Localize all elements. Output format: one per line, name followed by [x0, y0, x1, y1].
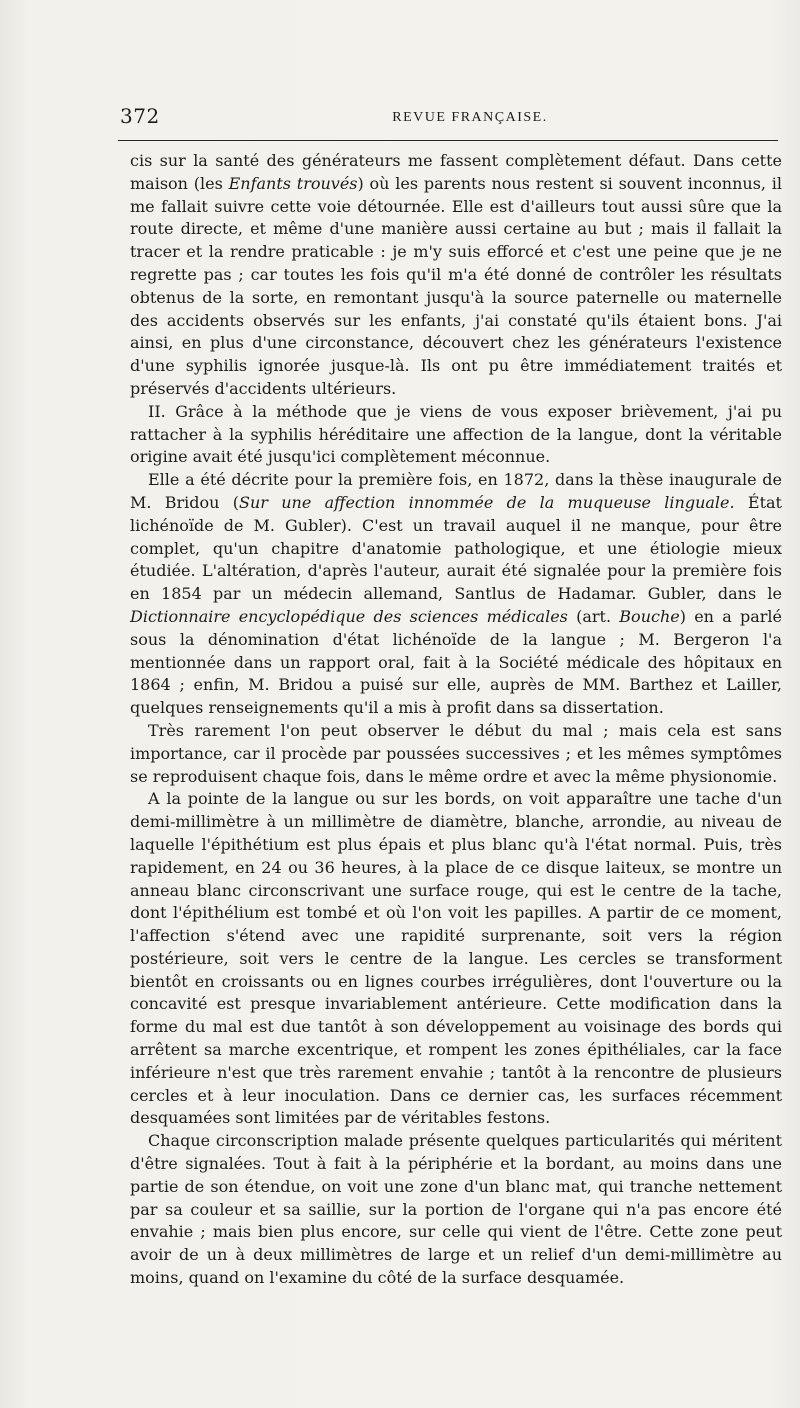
page-number: 372: [120, 104, 160, 128]
text-run: Très rarement l'on peut observer le début du mal ; mais cela est sans importance, car il procède par poussées successives ; et les mêmes symptômes se reproduisent chaque fois, dans le même ordre et avec la même physionomie.: [130, 720, 782, 786]
italic-text: Dictionnaire encyclopédique des sciences médicales: [130, 606, 568, 626]
text-run: cis sur la santé des générateurs me fassent complètement défaut. Dans cette maison (les: [130, 151, 782, 193]
paragraph: [130, 150, 782, 401]
paragraph: [130, 788, 782, 1130]
text-run: Chaque circonscription malade présente quelques particularités qui méritent d'être signalées. Tout à fait à la périphérie et la bordant, au moins dans une partie de son étendue, on voit une zone d'un blanc mat, qui tranche nettement par sa couleur et sa saillie, sur la portion de l'organe qui n'a pas encore été envahie ; mais bien plus encore, sur celle qui vient de l'être. Cette zone peut avoir de un à deux millimètres de large et un relief d'un demi-millimètre au moins, quand on l'examine du côté de la surface desquamée.: [130, 1131, 782, 1288]
italic-text: Bouche: [619, 606, 680, 626]
text-run: II. Grâce à la méthode que je viens de vous exposer brièvement, j'ai pu rattacher à la syphilis héréditaire une affection de la langue, dont la véritable origine avait été jusqu'ici complètement méconnue.: [130, 401, 782, 467]
italic-text: Enfants trouvés: [228, 173, 358, 193]
text-run: ) où les parents nous restent si souvent inconnus, il me fallait suivre cette voie détournée. Elle est d'ailleurs tout aussi sûre que la route directe, et même d'une manière aussi certaine au but ; mais il fallait la tracer et la rendre praticable : je m'y suis efforcé et c'est une peine que je ne regrette pas ; car toutes les fois qu'il m'a été donné de contrôler les résultats obtenus de la sorte, en remontant jusqu'à la source paternelle ou maternelle des accidents observés sur les enfants, j'ai constaté qu'ils étaient bons. J'ai ainsi, en plus d'une circonstance, découvert chez les générateurs l'existence d'une syphilis ignorée jusque-là. Ils ont pu être immédiatement traités et préservés d'accidents ultérieurs.: [130, 173, 783, 398]
body-text: [130, 150, 782, 1290]
text-run: État lichénoïde de M. Gubler). C'est un travail auquel il ne manque, pour être complet, qu'un chapitre d'anatomie pathologique, et une étiologie mieux étudiée. L'altération, d'après l'auteur, aurait été signalée pour la première fois en 1854 par un médecin allemand, Santlus de Hadamar. Gubler, dans le: [130, 492, 782, 604]
header-rule: [118, 140, 778, 141]
paragraph: [130, 720, 782, 788]
italic-text: Sur une affection innommée de la muqueuse linguale.: [239, 492, 735, 512]
paragraph: [130, 1130, 782, 1290]
text-run: A la pointe de la langue ou sur les bords, on voit apparaître une tache d'un demi-millimètre à un millimètre de diamètre, blanche, arrondie, au niveau de laquelle l'épithétium est plus épais et plus blanc qu'à l'état normal. Puis, très rapidement, en 24 ou 36 heures, à la place de ce disque laiteux, se montre un anneau blanc circonscrivant une surface rouge, qui est le centre de la tache, dont l'épithélium est tombé et où l'on voit les papilles. A partir de ce moment, l'affection s'étend avec une rapidité surprenante, soit vers la région postérieure, soit vers le centre de la langue. Les cercles se transforment bientôt en croissants ou en lignes courbes irrégulières, dont l'ouverture ou la concavité est presque invariablement antérieure. Cette modification dans la forme du mal est due tantôt à son développement au voisinage des bords qui arrêtent sa marche excentrique, et rompent les zones épithéliales, car la face inférieure n'est que très rarement envahie ; tantôt à la rencontre de plusieurs cercles et à leur inoculation. Dans ce dernier cas, les surfaces récemment desquamées sont limitées par de véritables festons.: [130, 789, 782, 1128]
text-run: ) en a parlé sous la dénomination d'état lichénoïde de la langue ; M. Bergeron l'a mentionnée dans un rapport oral, fait à la Société médicale des hôpitaux en 1864 ; enfin, M. Bridou a puisé sur elle, auprès de MM. Barthez et Lailler, quelques renseignements qu'il a mis à profit dans sa dissertation.: [130, 606, 782, 718]
page-header: [120, 104, 780, 134]
text-run: Elle a été décrite pour la première fois, en 1872, dans la thèse inaugurale de M. Bridou (: [130, 470, 782, 512]
paragraph: [130, 401, 782, 469]
running-title: REVUE FRANÇAISE.: [392, 110, 548, 125]
paragraph: [130, 469, 782, 720]
text-run: (art.: [567, 606, 620, 626]
